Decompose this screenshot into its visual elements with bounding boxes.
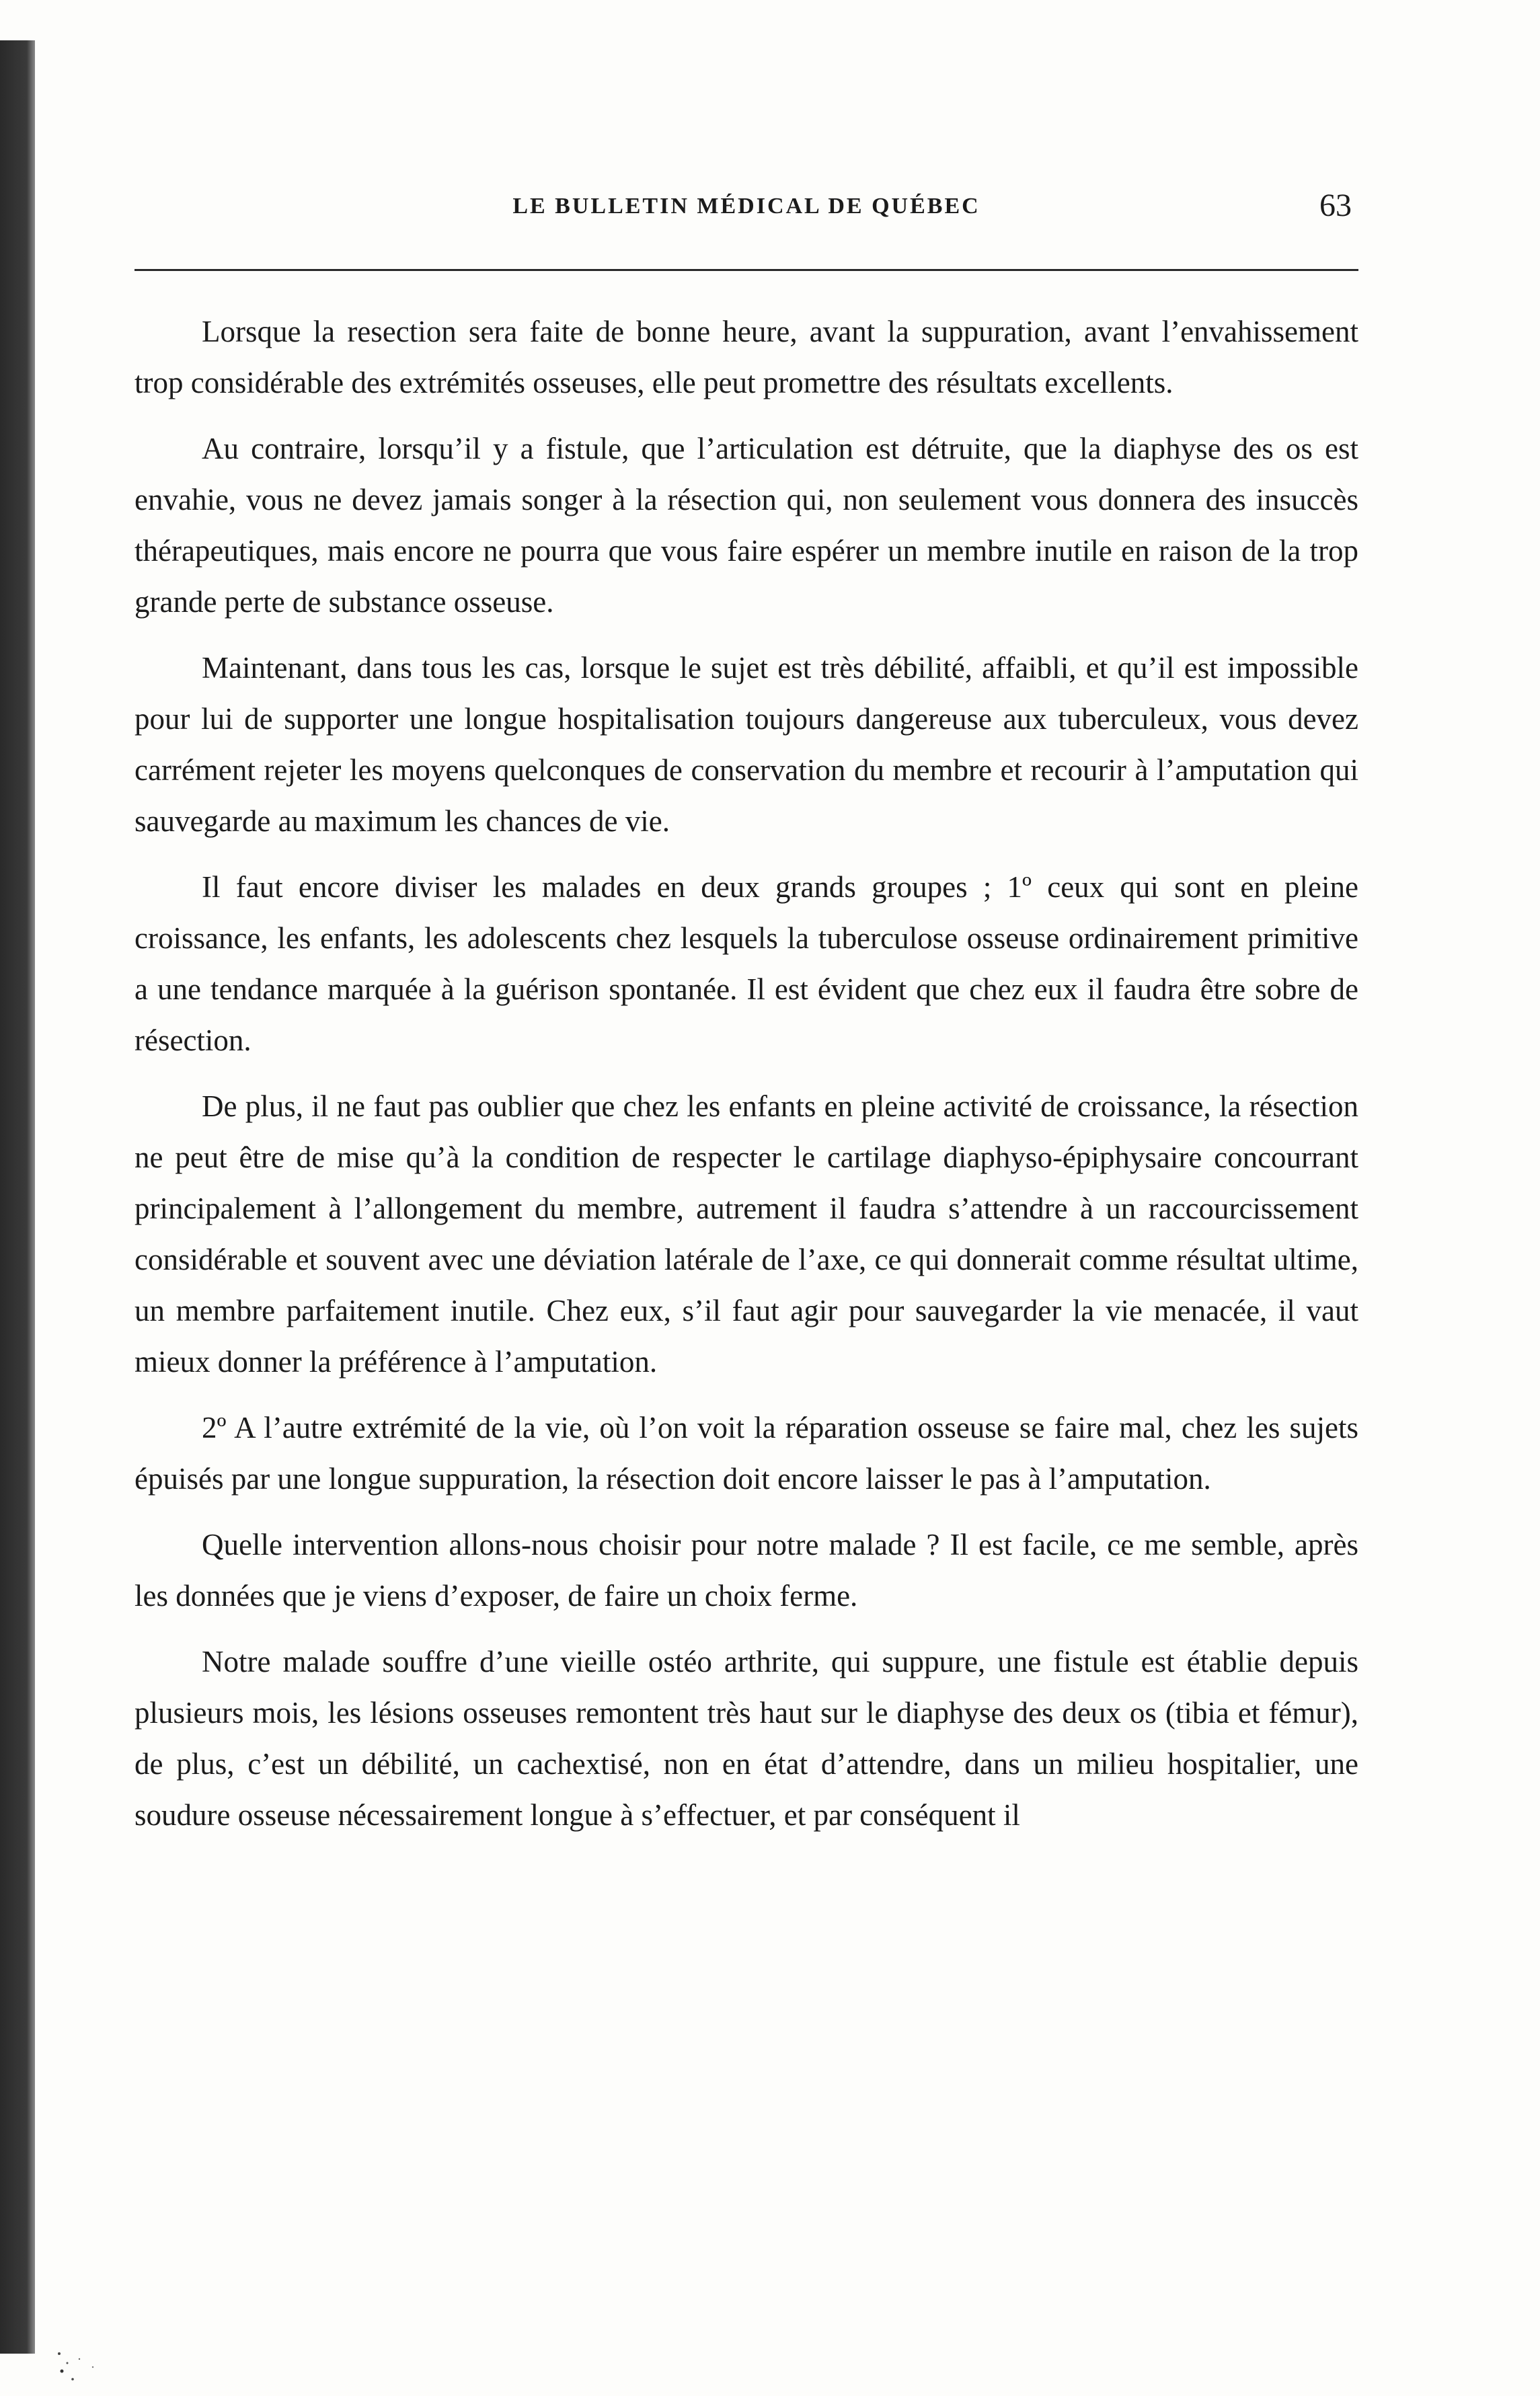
paragraph: Il faut encore diviser les malades en deux grands groupes ; 1º ceux qui sont en pleine croissance, les enfants, les adolescents chez lesquels la tuberculose osseuse ordinairement primitive a une tendance marquée à la guérison spontanée. Il est évident que chez eux il faudra être sobre de résection. <box>134 870 1358 1057</box>
scan-specks <box>52 2340 133 2394</box>
page <box>134 182 1358 1832</box>
article-body <box>134 306 1358 1855</box>
running-head <box>134 182 1358 229</box>
paragraph: Au contraire, lorsqu’il y a fistule, que l’articulation est détruite, que la diaphyse des os est envahie, vous ne devez jamais songer à la résection qui, non seulement vous donnera des insuccès thérapeutiques, mais encore ne pourra que vous faire espérer un membre inutile en raison de la trop grande perte de substance osseuse. <box>134 432 1358 619</box>
paragraph: Lorsque la resection sera faite de bonne heure, avant la suppuration, avant l’envahissement trop considérable des extrémités osseuses, elle peut promettre des résultats excellents. <box>134 315 1358 399</box>
paragraph: De plus, il ne faut pas oublier que chez les enfants en pleine activité de croissance, la résection ne peut être de mise qu’à la condition de respecter le cartilage diaphyso-épiphysaire concourrant principalement à l’allongement du membre, autrement il faudra s’attendre à un raccourcissement considérable et souvent avec une déviation latérale de l’axe, ce qui donnerait comme résultat ultime, un membre parfaitement inutile. Chez eux, s’il faut agir pour sauvegarder la vie menacée, il vaut mieux donner la préférence à l’amputation. <box>134 1089 1358 1379</box>
scan-binding-edge <box>0 40 35 2354</box>
paragraph: 2º A l’autre extrémité de la vie, où l’on voit la réparation osseuse se faire mal, chez les sujets épuisés par une longue suppuration, la résection doit encore laisser le pas à l’amputation. <box>134 1411 1358 1496</box>
paragraph: Maintenant, dans tous les cas, lorsque le sujet est très débilité, affaibli, et qu’il est impossible pour lui de supporter une longue hospitalisation toujours dangereuse aux tuberculeux, vous devez carrément rejeter les moyens quelconques de conservation du membre et recourir à l’amputation qui sauvegarde au maximum les chances de vie. <box>134 651 1358 838</box>
running-title: LE BULLETIN MÉDICAL DE QUÉBEC <box>512 194 980 219</box>
paragraph: Notre malade souffre d’une vieille ostéo arthrite, qui suppure, une fistule est établie depuis plusieurs mois, les lésions osseuses remontent très haut sur le diaphyse des deux os (tibia et fémur), de plus, c’est un débilité, un cachextisé, non en état d’attendre, dans un milieu hospitalier, une soudure osseuse nécessairement longue à s’effectuer, et par conséquent il <box>134 1645 1358 1832</box>
paragraph: Quelle intervention allons-nous choisir pour notre malade ? Il est facile, ce me semble, après les données que je viens d’exposer, de faire un choix ferme. <box>134 1528 1358 1613</box>
header-rule <box>134 269 1358 271</box>
page-number: 63 <box>1319 188 1352 223</box>
